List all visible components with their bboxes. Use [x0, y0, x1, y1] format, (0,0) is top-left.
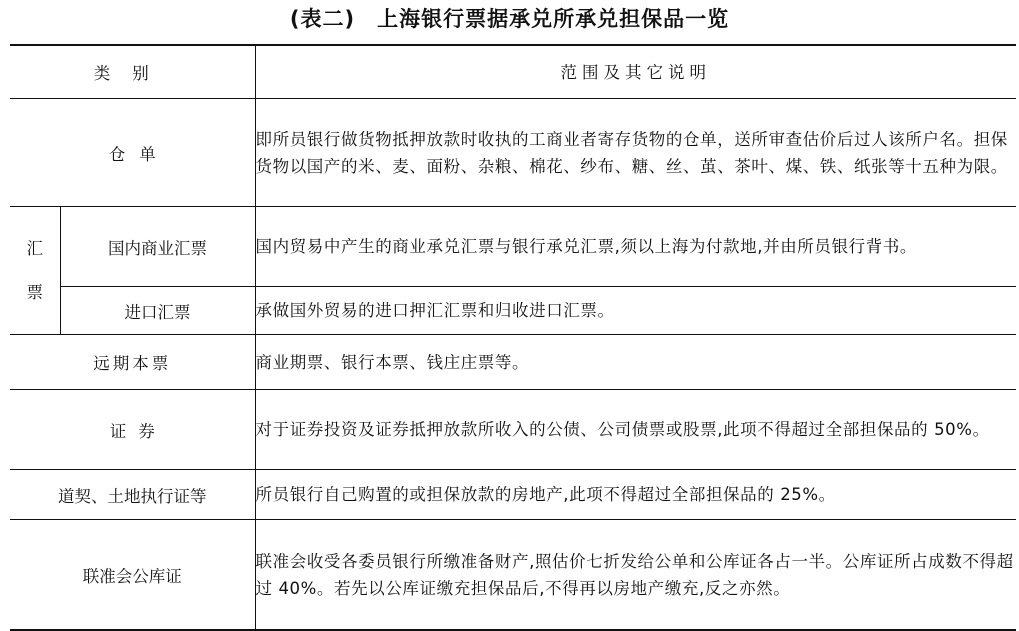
table-caption: 上海银行票据承兑所承兑担保品一览	[377, 7, 730, 31]
row-description: 对于证券投资及证券抵押放款所收入的公债、公司债票或股票,此项不得超过全部担保品的 50%。	[255, 390, 1016, 470]
row-category: 联准会公库证	[10, 520, 255, 631]
row-category	[10, 99, 255, 207]
header-category: 类别	[10, 45, 255, 99]
row-category	[10, 390, 255, 470]
table-row	[10, 335, 1016, 390]
row-description: 联准会收受各委员银行所缴准备财产,照估价七折发给公单和公库证各占一半。公库证所占成数不得超过 40%。若先以公库证缴充担保品后,不得再以房地产缴充,反之亦然。	[255, 520, 1016, 631]
collateral-table	[10, 44, 1016, 631]
category-yuanqi: 远期本票	[93, 354, 172, 373]
table-row	[10, 470, 1016, 520]
table-row	[10, 390, 1016, 470]
group-label-text: 汇票	[26, 238, 43, 302]
row-description: 国内贸易中产生的商业承兑汇票与银行承兑汇票,须以上海为付款地,并由所员银行背书。	[255, 207, 1016, 287]
category-cangdan: 仓单	[108, 144, 170, 164]
header-description: 范围及其它说明	[255, 45, 1016, 99]
row-description: 即所员银行做货物抵押放款时收执的工商业者寄存货物的仓单，送所审查估价后过人该所户名。担保货物以国产的米、麦、面粉、杂粮、棉花、纱布、糖、丝、茧、茶叶、煤、铁、纸张等十五种为限。	[255, 99, 1016, 207]
row-description: 所员银行自己购置的或担保放款的房地产,此项不得超过全部担保品的 25%。	[255, 470, 1016, 520]
row-description: 商业期票、银行本票、钱庄庄票等。	[255, 335, 1016, 390]
row-category: 进口汇票	[60, 287, 255, 335]
table-header-row	[10, 45, 1016, 99]
table-row	[10, 287, 1016, 335]
row-category	[10, 335, 255, 390]
row-category: 国内商业汇票	[60, 207, 255, 287]
category-zhengquan: 证券	[109, 421, 167, 441]
row-category: 道契、土地执行证等	[10, 470, 255, 520]
row-description: 承做国外贸易的进口押汇汇票和归收进口汇票。	[255, 287, 1016, 335]
group-label-huipiao	[10, 207, 60, 335]
table-row	[10, 207, 1016, 287]
table-number: (表二)	[289, 7, 356, 31]
table-title	[0, 2, 1019, 36]
table-row	[10, 520, 1016, 631]
table-row	[10, 99, 1016, 207]
